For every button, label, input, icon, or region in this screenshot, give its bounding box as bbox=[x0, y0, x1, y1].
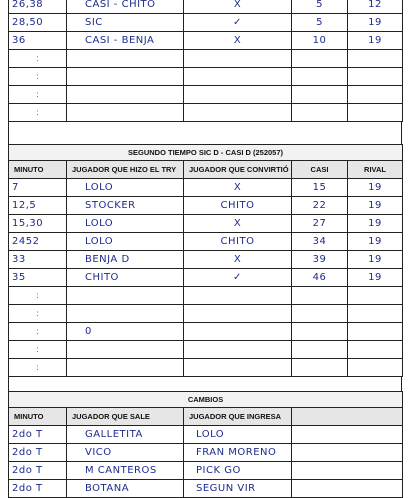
minute-cell: 33 bbox=[9, 251, 67, 269]
minute-cell: 26,38 bbox=[9, 0, 67, 14]
minute-cell: 7 bbox=[9, 179, 67, 197]
casi-score-cell bbox=[292, 104, 348, 122]
blank-cell bbox=[292, 480, 403, 498]
try-player-cell bbox=[67, 104, 184, 122]
table-row bbox=[9, 104, 403, 122]
try-player-cell bbox=[67, 341, 184, 359]
casi-score-cell bbox=[292, 287, 348, 305]
casi-score-cell: 34 bbox=[292, 233, 348, 251]
table-row bbox=[9, 50, 403, 68]
casi-score-cell bbox=[292, 86, 348, 104]
player-in-cell: LOLO bbox=[184, 426, 292, 444]
casi-score-cell: 5 bbox=[292, 0, 348, 14]
rival-score-cell bbox=[348, 323, 403, 341]
blank-cell bbox=[292, 444, 403, 462]
try-player-cell: SIC bbox=[67, 14, 184, 32]
second-half-table bbox=[8, 144, 403, 377]
minute-cell: : bbox=[9, 341, 67, 359]
table-row bbox=[9, 305, 403, 323]
section-gap bbox=[8, 122, 402, 144]
player-in-cell: PICK GO bbox=[184, 462, 292, 480]
minute-cell: : bbox=[9, 86, 67, 104]
casi-score-cell: 39 bbox=[292, 251, 348, 269]
table-row bbox=[9, 359, 403, 377]
player-out-cell: BOTANA bbox=[67, 480, 184, 498]
casi-score-cell bbox=[292, 68, 348, 86]
header-rival: RIVAL bbox=[348, 161, 403, 179]
casi-score-cell: 27 bbox=[292, 215, 348, 233]
converted-cell bbox=[184, 287, 292, 305]
header-converted: JUGADOR QUE CONVIRTIÓ bbox=[184, 161, 292, 179]
player-out-cell: GALLETITA bbox=[67, 426, 184, 444]
second-half-title: SEGUNDO TIEMPO SIC D - CASI D (252057) bbox=[9, 145, 403, 161]
casi-score-cell: 46 bbox=[292, 269, 348, 287]
rival-score-cell: 19 bbox=[348, 32, 403, 50]
converted-cell: X bbox=[184, 179, 292, 197]
table-row bbox=[9, 251, 403, 269]
rival-score-cell bbox=[348, 287, 403, 305]
minute-cell: : bbox=[9, 305, 67, 323]
table-row bbox=[9, 287, 403, 305]
minute-cell: 28,50 bbox=[9, 14, 67, 32]
converted-cell bbox=[184, 323, 292, 341]
first-half-table bbox=[8, 0, 403, 122]
minute-cell: 2452 bbox=[9, 233, 67, 251]
try-player-cell: CHITO bbox=[67, 269, 184, 287]
converted-cell: X bbox=[184, 251, 292, 269]
blank-cell bbox=[292, 426, 403, 444]
rival-score-cell bbox=[348, 86, 403, 104]
casi-score-cell: 15 bbox=[292, 179, 348, 197]
table-row bbox=[9, 86, 403, 104]
try-player-cell: LOLO bbox=[67, 179, 184, 197]
table-row bbox=[9, 14, 403, 32]
converted-cell: ✓ bbox=[184, 269, 292, 287]
table-row bbox=[9, 233, 403, 251]
casi-score-cell: 5 bbox=[292, 14, 348, 32]
converted-cell bbox=[184, 104, 292, 122]
converted-cell bbox=[184, 50, 292, 68]
minute-cell: : bbox=[9, 104, 67, 122]
converted-cell bbox=[184, 341, 292, 359]
rival-score-cell: 19 bbox=[348, 269, 403, 287]
converted-cell: X bbox=[184, 215, 292, 233]
rival-score-cell: 12 bbox=[348, 0, 403, 14]
casi-score-cell bbox=[292, 359, 348, 377]
header-try-player: JUGADOR QUE HIZO EL TRY bbox=[67, 161, 184, 179]
rival-score-cell: 19 bbox=[348, 233, 403, 251]
table-row bbox=[9, 444, 403, 462]
casi-score-cell bbox=[292, 305, 348, 323]
table-row bbox=[9, 269, 403, 287]
rival-score-cell: 19 bbox=[348, 215, 403, 233]
try-player-cell: BENJA D bbox=[67, 251, 184, 269]
casi-score-cell: 10 bbox=[292, 32, 348, 50]
sub-minute-cell: 2do T bbox=[9, 426, 67, 444]
table-row bbox=[9, 179, 403, 197]
header-casi: CASI bbox=[292, 161, 348, 179]
rival-score-cell bbox=[348, 305, 403, 323]
minute-cell: : bbox=[9, 287, 67, 305]
table-row bbox=[9, 215, 403, 233]
try-player-cell: LOLO bbox=[67, 215, 184, 233]
rival-score-cell: 19 bbox=[348, 179, 403, 197]
minute-cell: 12,5 bbox=[9, 197, 67, 215]
table-row bbox=[9, 323, 403, 341]
table-row bbox=[9, 68, 403, 86]
table-row bbox=[9, 480, 403, 498]
rival-score-cell bbox=[348, 341, 403, 359]
try-player-cell: 0 bbox=[67, 323, 184, 341]
section-gap bbox=[8, 377, 402, 391]
converted-cell: X bbox=[184, 32, 292, 50]
minute-cell: 15,30 bbox=[9, 215, 67, 233]
minute-cell: 35 bbox=[9, 269, 67, 287]
try-player-cell bbox=[67, 86, 184, 104]
rival-score-cell bbox=[348, 359, 403, 377]
substitutions-title: CAMBIOS bbox=[9, 392, 403, 408]
converted-cell: X bbox=[184, 0, 292, 14]
try-player-cell: LOLO bbox=[67, 233, 184, 251]
minute-cell: : bbox=[9, 323, 67, 341]
header-blank bbox=[292, 408, 403, 426]
try-player-cell: CASI - BENJA bbox=[67, 32, 184, 50]
blank-cell bbox=[292, 462, 403, 480]
header-player-out: JUGADOR QUE SALE bbox=[67, 408, 184, 426]
table-row bbox=[9, 197, 403, 215]
table-row bbox=[9, 0, 403, 14]
minute-cell: : bbox=[9, 359, 67, 377]
try-player-cell bbox=[67, 305, 184, 323]
casi-score-cell bbox=[292, 323, 348, 341]
casi-score-cell: 22 bbox=[292, 197, 348, 215]
match-sheet bbox=[8, 0, 402, 498]
player-out-cell: M CANTEROS bbox=[67, 462, 184, 480]
try-player-cell: STOCKER bbox=[67, 197, 184, 215]
header-minute: MINUTO bbox=[9, 161, 67, 179]
converted-cell bbox=[184, 305, 292, 323]
converted-cell: CHITO bbox=[184, 197, 292, 215]
minute-cell: : bbox=[9, 68, 67, 86]
try-player-cell bbox=[67, 287, 184, 305]
table-row bbox=[9, 32, 403, 50]
header-sub-minute: MINUTO bbox=[9, 408, 67, 426]
rival-score-cell bbox=[348, 104, 403, 122]
converted-cell: CHITO bbox=[184, 233, 292, 251]
player-out-cell: VICO bbox=[67, 444, 184, 462]
rival-score-cell: 19 bbox=[348, 14, 403, 32]
try-player-cell: CASI - CHITO bbox=[67, 0, 184, 14]
rival-score-cell bbox=[348, 50, 403, 68]
header-player-in: JUGADOR QUE INGRESA bbox=[184, 408, 292, 426]
table-row bbox=[9, 462, 403, 480]
converted-cell bbox=[184, 68, 292, 86]
sub-minute-cell: 2do T bbox=[9, 480, 67, 498]
table-row bbox=[9, 341, 403, 359]
casi-score-cell bbox=[292, 50, 348, 68]
try-player-cell bbox=[67, 359, 184, 377]
try-player-cell bbox=[67, 68, 184, 86]
rival-score-cell bbox=[348, 68, 403, 86]
minute-cell: : bbox=[9, 50, 67, 68]
rival-score-cell: 19 bbox=[348, 197, 403, 215]
converted-cell bbox=[184, 86, 292, 104]
try-player-cell bbox=[67, 50, 184, 68]
casi-score-cell bbox=[292, 341, 348, 359]
player-in-cell: FRAN MORENO bbox=[184, 444, 292, 462]
converted-cell bbox=[184, 359, 292, 377]
table-row bbox=[9, 426, 403, 444]
player-in-cell: SEGUN VIR bbox=[184, 480, 292, 498]
sub-minute-cell: 2do T bbox=[9, 444, 67, 462]
rival-score-cell: 19 bbox=[348, 251, 403, 269]
substitutions-table bbox=[8, 391, 403, 498]
minute-cell: 36 bbox=[9, 32, 67, 50]
sub-minute-cell: 2do T bbox=[9, 462, 67, 480]
converted-cell: ✓ bbox=[184, 14, 292, 32]
